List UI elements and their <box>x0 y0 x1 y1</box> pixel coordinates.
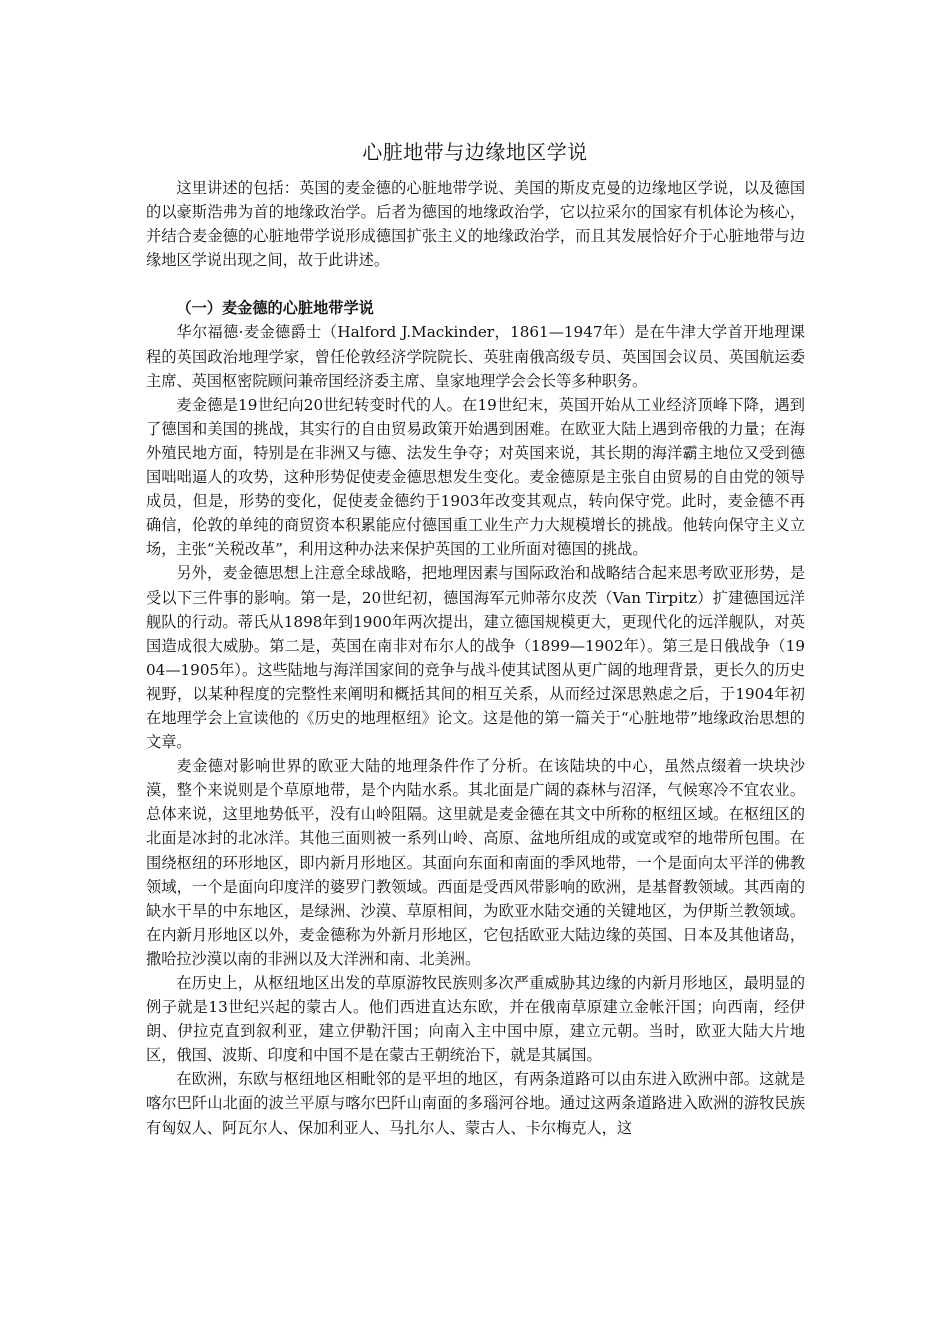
body-paragraph: 在历史上，从枢纽地区出发的草原游牧民族则多次严重威胁其边缘的内新月形地区，最明显的例子就是13世纪兴起的蒙古人。他们西进直达东欧，并在俄南草原建立金帐汗国；向西南，经伊朗、伊拉克直到叙利亚，建立伊勒汗国；向南入主中国中原，建立元朝。当时，欧亚大陆大片地区，俄国、波斯、印度和中国不是在蒙古王朝统治下，就是其属国。 <box>146 974 805 1065</box>
body-paragraph: 华尔福德·麦金德爵士（Halford J.Mackinder，1861—1947年）是在牛津大学首开地理课程的英国政治地理学家，曾任伦敦经济学院院长、英驻南俄高级专员、英国国会议员、英国航运委主席、英国枢密院顾问兼帝国经济委主席、皇家地理学会会长等多种职务。 <box>146 323 805 390</box>
body-paragraph: 麦金德对影响世界的欧亚大陆的地理条件作了分析。在该陆块的中心，虽然点缀着一块块沙漠，整个来说则是个草原地带，是个内陆水系。其北面是广阔的森林与沼泽，气候寒冷不宜农业。总体来说，这里地势低平，没有山岭阻隔。这里就是麦金德在其文中所称的枢纽区域。在枢纽区的北面是冰封的北冰洋。其他三面则被一系列山岭、高原、盆地所组成的或宽或窄的地带所包围。在围绕枢纽的环形地区，即内新月形地区。其面向东面和南面的季风地带，一个是面向太平洋的佛教领域，一个是面向印度洋的婆罗门教领域。西面是受西风带影响的欧洲，是基督教领域。其西南的缺水干旱的中东地区，是绿洲、沙漠、草原相间，为欧亚水陆交通的关键地区，为伊斯兰教领域。在内新月形地区以外，麦金德称为外新月形地区，它包括欧亚大陆边缘的英国、日本及其他诸岛，撒哈拉沙漠以南的非洲以及大洋洲和南、北美洲。 <box>146 757 805 968</box>
body-paragraph: 麦金德是19世纪向20世纪转变时代的人。在19世纪末，英国开始从工业经济顶峰下降，遇到了德国和美国的挑战，其实行的自由贸易政策开始遇到困难。在欧亚大陆上遇到帝俄的力量；在海外殖民地方面，特别是在非洲又与德、法发生争夺；对英国来说，其长期的海洋霸主地位又受到德国咄咄逼人的攻势，这种形势促使麦金德思想发生变化。麦金德原是主张自由贸易的自由党的领导成员，但是，形势的变化，促使麦金德约于1903年改变其观点，转向保守党。此时，麦金德不再确信，伦敦的单纯的商贸资本积累能应付德国重工业生产力大规模增长的挑战。他转向保守主义立场，主张“关税改革”，利用这种办法来保护英国的工业所面对德国的挑战。 <box>146 395 805 559</box>
body-paragraph: 另外，麦金德思想上注意全球战略，把地理因素与国际政治和战略结合起来思考欧亚形势，是受以下三件事的影响。第一是，20世纪初，德国海军元帅蒂尔皮茨（Van Tirpitz）扩建德国远洋舰队的行动。蒂氏从1898年到1900年两次提出，建立德国规模更大，更现代化的远洋舰队，对英国造成很大威胁。第二是，英国在南非对布尔人的战争（1899—1902年）。第三是日俄战争（1904—1905年）。这些陆地与海洋国家间的竞争与战斗使其试图从更广阔的地理背景，更长久的历史视野，以某种程度的完整性来阐明和概括其间的相互关系，从而经过深思熟虑之后，于1904年初在地理学会上宣读他的《历史的地理枢纽》论文。这是他的第一篇关于“心脏地带”地缘政治思想的文章。 <box>146 564 805 752</box>
document-body <box>146 176 805 1140</box>
intro-paragraph: 这里讲述的包括：英国的麦金德的心脏地带学说、美国的斯皮克曼的边缘地区学说，以及德国的以豪斯浩弗为首的地缘政治学。后者为德国的地缘政治学，它以拉采尔的国家有机体论为核心，并结合麦金德的心脏地带学说形成德国扩张主义的地缘政治学，而且其发展恰好介于心脏地带与边缘地区学说出现之间，故于此讲述。 <box>146 179 805 270</box>
section-heading: （一）麦金德的心脏地带学说 <box>176 299 374 318</box>
body-paragraph: 在欧洲，东欧与枢纽地区相毗邻的是平坦的地区，有两条道路可以由东进入欧洲中部。这就是喀尔巴阡山北面的波兰平原与喀尔巴阡山南面的多瑙河谷地。通过这两条道路进入欧洲的游牧民族有匈奴人、阿瓦尔人、保加利亚人、马扎尔人、蒙古人、卡尔梅克人，这 <box>146 1070 805 1137</box>
page-title: 心脏地带与边缘地区学说 <box>362 140 588 164</box>
